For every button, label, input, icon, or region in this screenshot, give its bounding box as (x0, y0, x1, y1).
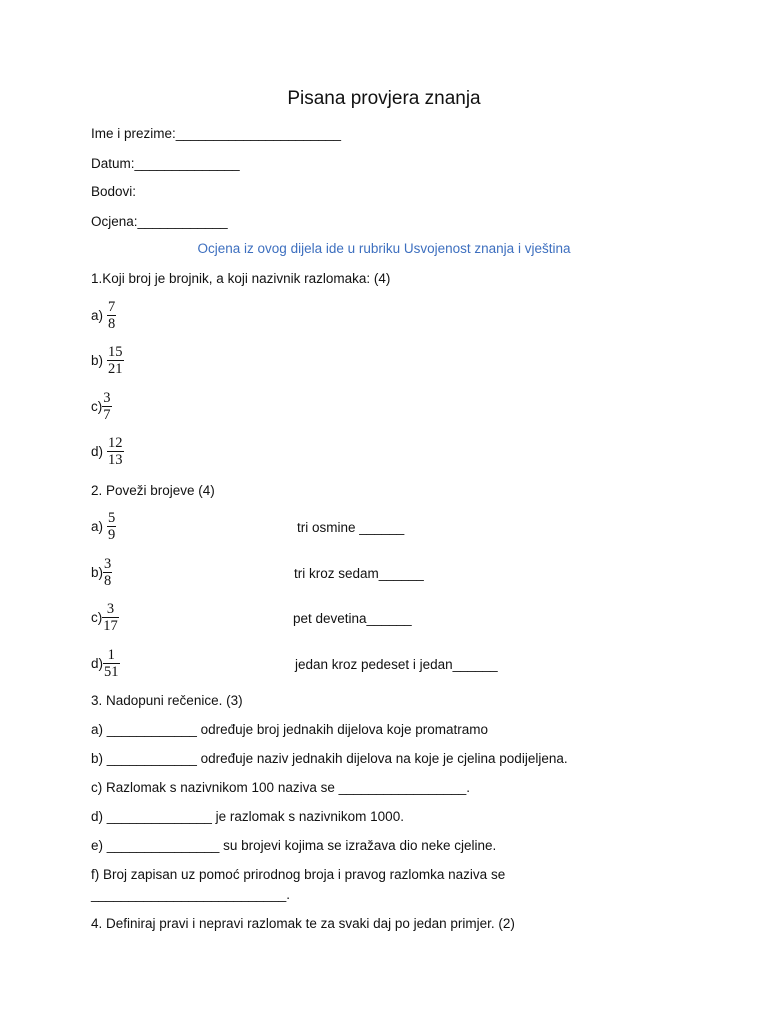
item-label: b) (91, 565, 104, 580)
denominator: 8 (108, 316, 116, 332)
item-label: d) (91, 656, 104, 671)
q3-sentence-c: c) Razlomak s nazivnikom 100 naziva se _________________. (91, 780, 470, 795)
item-label: b) (91, 353, 104, 368)
item-label: a) (91, 519, 104, 534)
points-field: Bodovi: (91, 184, 137, 199)
numerator: 3 (104, 556, 112, 572)
item-label: c) (91, 610, 103, 625)
q1-item-c (91, 390, 112, 423)
item-label: a) (91, 308, 104, 323)
item-label: d) (91, 444, 104, 459)
denominator: 21 (108, 361, 123, 377)
date-field: Datum:______________ (91, 156, 240, 171)
q2-match-c: pet devetina______ (293, 611, 412, 626)
q2-item-b (91, 556, 112, 589)
q3-sentence-f: f) Broj zapisan uz pomoć prirodnog broja i pravog razlomka naziva se (91, 867, 506, 882)
q2-item-a (91, 510, 116, 543)
numerator: 3 (103, 390, 111, 406)
denominator: 9 (108, 527, 116, 543)
item-label: c) (91, 399, 103, 414)
q3-sentence-d: d) ______________ je razlomak s nazivnikom 1000. (91, 809, 404, 824)
denominator: 17 (103, 618, 118, 634)
q2-item-d (91, 647, 120, 680)
fraction (102, 390, 111, 423)
q3-sentence-a: a) ____________ određuje broj jednakih dijelova koje promatramo (91, 722, 489, 737)
fraction (107, 435, 124, 468)
question-4: 4. Definiraj pravi i nepravi razlomak te za svaki daj po jedan primjer. (2) (91, 916, 515, 931)
denominator: 13 (108, 452, 123, 468)
question-1: 1.Koji broj je brojnik, a koji nazivnik razlomaka: (4) (91, 271, 391, 286)
question-3: 3. Nadopuni rečenice. (3) (91, 693, 243, 708)
name-field: Ime i prezime:______________________ (91, 126, 341, 141)
fraction (103, 647, 120, 680)
q3-sentence-f-blank: __________________________. (91, 887, 290, 902)
fraction (107, 299, 116, 332)
q2-item-c (91, 601, 119, 634)
numerator: 1 (107, 647, 115, 663)
numerator: 3 (106, 601, 115, 617)
denominator: 8 (104, 573, 112, 589)
q2-match-a: tri osmine ______ (297, 520, 405, 535)
grading-note: Ocjena iz ovog dijela ide u rubriku Usvojenost znanja i vještina (197, 241, 571, 256)
q2-match-d: jedan kroz pedeset i jedan______ (295, 657, 498, 672)
numerator: 12 (108, 435, 123, 451)
q1-item-b (91, 344, 124, 377)
numerator: 7 (108, 299, 116, 315)
fraction (103, 556, 112, 589)
page-title: Pisana provjera znanja (287, 88, 481, 109)
q3-sentence-e: e) _______________ su brojevi kojima se izražava dio neke cjeline. (91, 838, 497, 853)
q1-item-a (91, 299, 116, 332)
fraction (107, 510, 116, 543)
q3-sentence-b: b) ____________ određuje naziv jednakih dijelova na koje je cjelina podijeljena. (91, 751, 568, 766)
grade-field: Ocjena:____________ (91, 214, 228, 229)
q2-match-b: tri kroz sedam______ (294, 566, 424, 581)
denominator: 51 (104, 664, 119, 680)
question-2: 2. Poveži brojeve (4) (91, 483, 215, 498)
numerator: 15 (108, 344, 123, 360)
denominator: 7 (103, 407, 111, 423)
q1-item-d (91, 435, 124, 468)
fraction (102, 601, 119, 634)
numerator: 5 (108, 510, 116, 526)
fraction (107, 344, 124, 377)
